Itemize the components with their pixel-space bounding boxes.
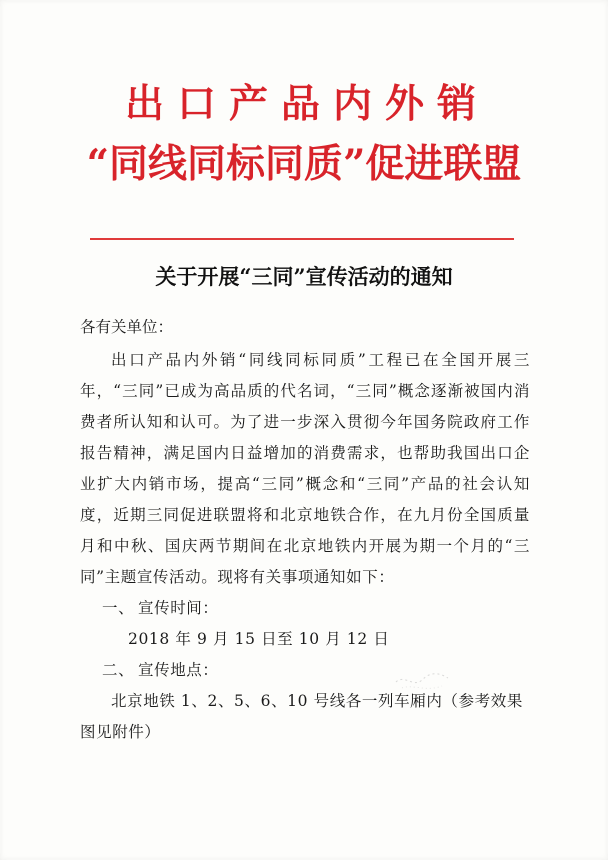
section-number: 一、: [102, 599, 135, 617]
section-heading-label: 宣传地点：: [138, 661, 219, 679]
notice-title: 关于开展“三同”宣传活动的通知: [155, 264, 453, 289]
section-detail-location: 北京地铁 1、2、5、6、10 号线各一列车厢内（参考效果图见附件）: [80, 692, 523, 741]
letterhead-org-name-line2: “同线同标同质”促进联盟: [86, 141, 522, 187]
faint-stamp-smudge: [392, 664, 452, 694]
intro-paragraph: 出口产品内外销“同线同标同质”工程已在全国开展三年，“三同”已成为高品质的代名词，“三同”概念逐渐被国内消费者所认知和认可。为了进一步深入贯彻今年国务院政府工作报告精神，满足国内日益增加的消费需求，也帮助我国出口企业扩大内销市场，提高“三同”概念和“三同”产品的社会认知度，近期三同促进联盟将和北京地铁合作，在九月份全国质量月和中秋、国庆两节期间在北京地铁内开展为期一个月的“三同”主题宣传活动。现将有关事项通知如下：: [80, 351, 530, 586]
section-number: 二、: [102, 661, 135, 679]
letterhead-org-name-line1: 出口产品内外销: [124, 81, 489, 127]
section-heading-label: 宣传时间：: [138, 599, 219, 617]
letterhead-red-divider: [90, 238, 514, 240]
section-heading-time: [80, 593, 530, 624]
notice-body: [80, 312, 530, 748]
salutation: 各有关单位：: [80, 318, 174, 336]
section-heading-location: [80, 655, 530, 686]
section-detail-time: 2018 年 9 月 15 日至 10 月 12 日: [128, 630, 390, 648]
